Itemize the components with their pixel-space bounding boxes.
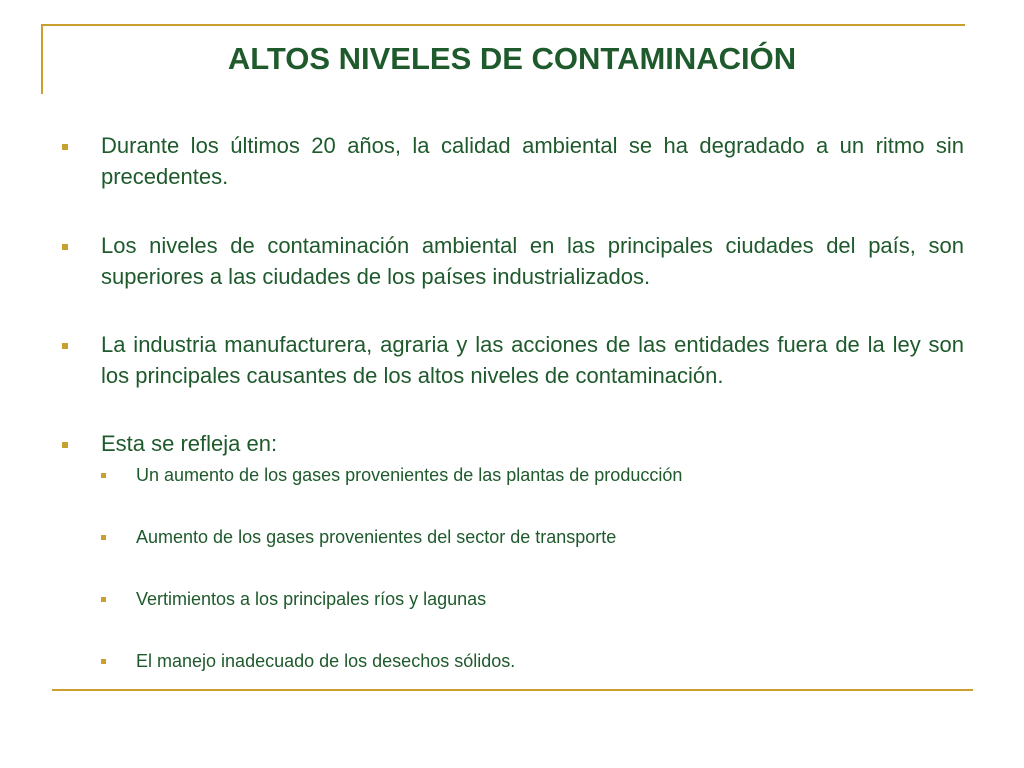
bullet-item bbox=[60, 130, 964, 192]
bullet-text: La industria manufacturera, agraria y las acciones de las entidades fuera de la ley son los principales causantes de los altos niveles de contaminación. bbox=[101, 332, 964, 388]
sub-bullet-item bbox=[60, 463, 964, 487]
frame-left-line bbox=[41, 24, 43, 94]
sub-bullet-text: Un aumento de los gases provenientes de las plantas de producción bbox=[136, 465, 683, 485]
sub-bullet-item bbox=[60, 587, 964, 611]
sub-bullet-text: Aumento de los gases provenientes del sector de transporte bbox=[136, 527, 617, 547]
square-bullet-icon bbox=[62, 144, 68, 150]
sub-bullet-text: Vertimientos a los principales ríos y lagunas bbox=[136, 589, 487, 609]
frame-top-line bbox=[41, 24, 965, 26]
square-bullet-icon bbox=[62, 442, 68, 448]
slide-title: ALTOS NIVELES DE CONTAMINACIÓN bbox=[227, 41, 797, 76]
bullet-item bbox=[60, 230, 964, 292]
sub-bullet-item bbox=[60, 649, 964, 673]
square-bullet-icon bbox=[101, 473, 106, 478]
bullet-item bbox=[60, 329, 964, 391]
sub-bullet-text: El manejo inadecuado de los desechos sólidos. bbox=[136, 651, 516, 671]
bullet-text: Durante los últimos 20 años, la calidad ambiental se ha degradado a un ritmo sin precedentes. bbox=[101, 133, 964, 189]
bullet-text: Los niveles de contaminación ambiental en las principales ciudades del país, son superiores a las ciudades de los países industrializados. bbox=[101, 233, 964, 289]
square-bullet-icon bbox=[101, 535, 106, 540]
square-bullet-icon bbox=[62, 343, 68, 349]
sub-bullet-item bbox=[60, 525, 964, 549]
bullet-item bbox=[60, 428, 964, 459]
bullet-text: Esta se refleja en: bbox=[101, 431, 278, 456]
square-bullet-icon bbox=[101, 597, 106, 602]
square-bullet-icon bbox=[101, 659, 106, 664]
frame-bottom-line bbox=[52, 689, 973, 691]
square-bullet-icon bbox=[62, 244, 68, 250]
